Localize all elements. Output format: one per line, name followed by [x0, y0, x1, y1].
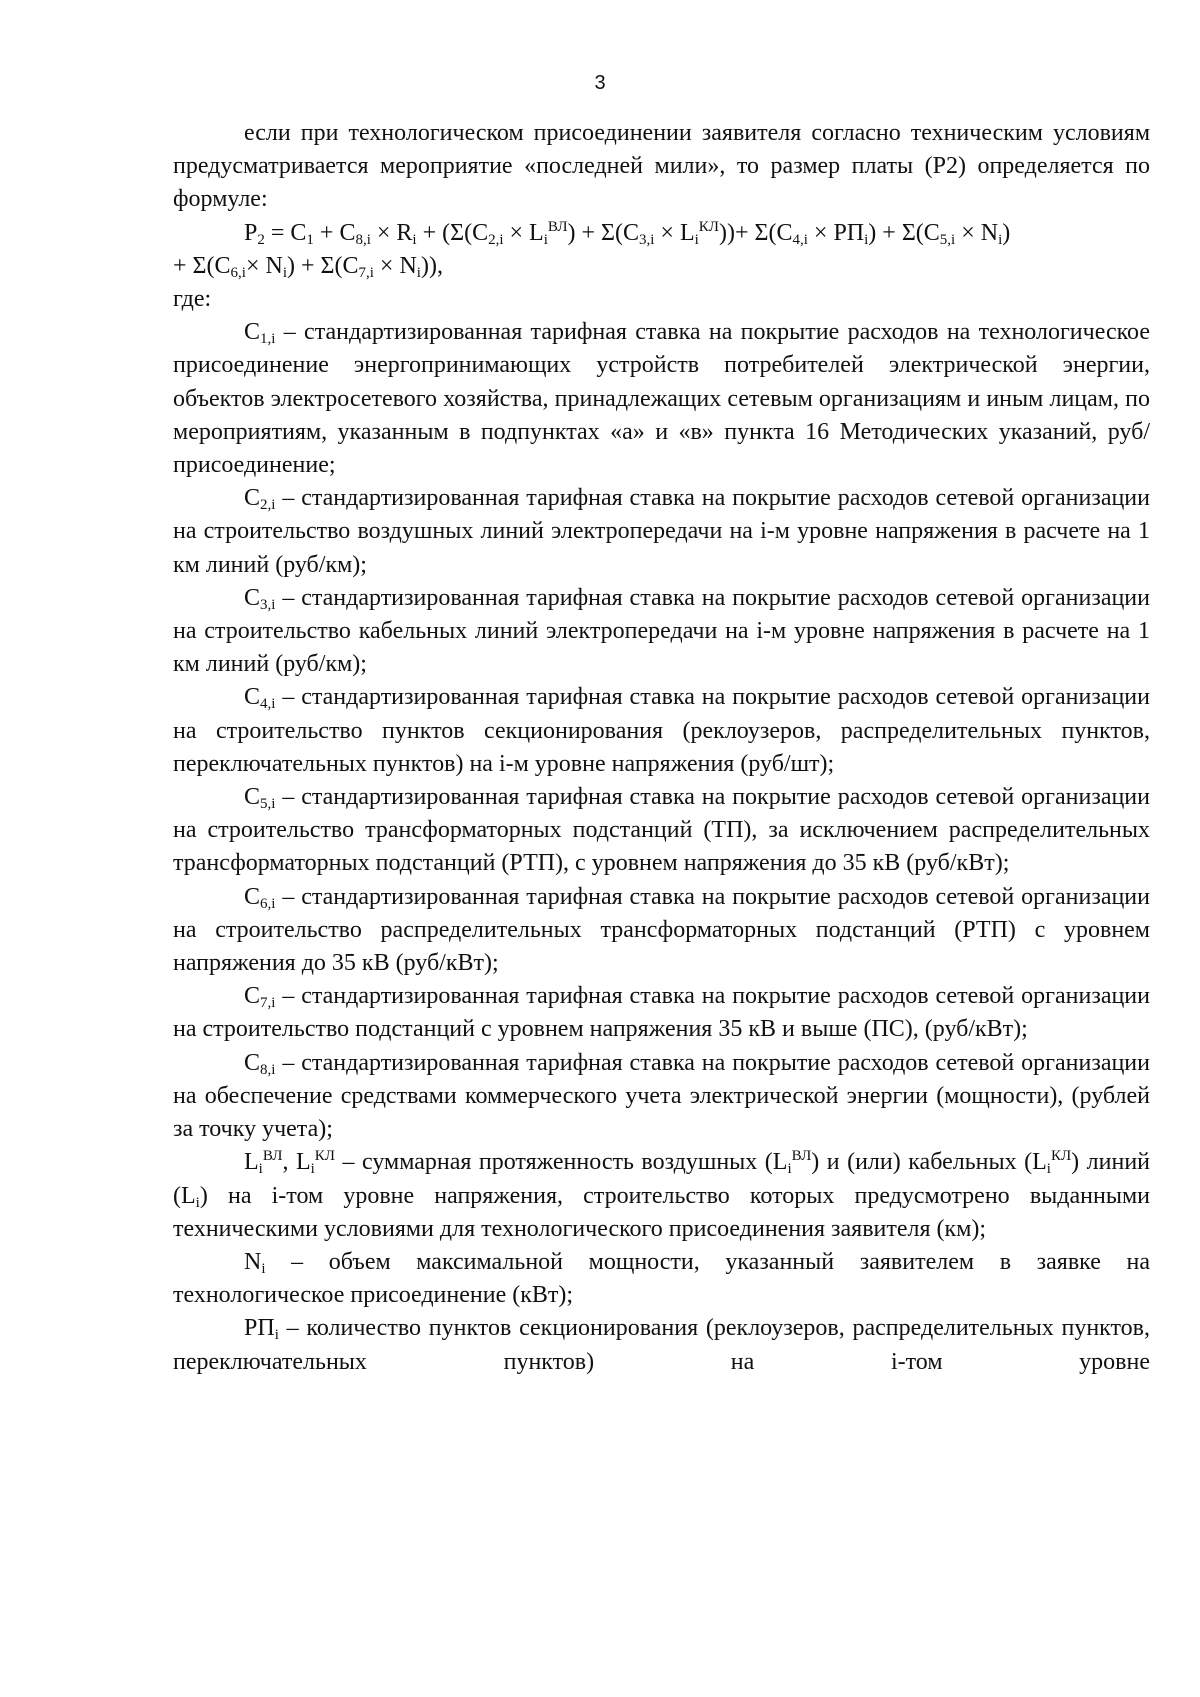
page-number: 3 — [594, 72, 606, 94]
l-text-3: линий — [1086, 1149, 1151, 1176]
definition-text: – количество пунктов секционирования (реклоузеров, распределительных пунктов, переключательных пунктов) на i-том уровне — [173, 1315, 1151, 1375]
term-c4: $C_{4,i}$ — [244, 684, 276, 713]
term-c8: $C_{8,i}$ — [244, 1049, 276, 1078]
term-l: $L_i^{ВЛ}$, $L_i^{КЛ}$ — [244, 1148, 335, 1178]
definition-c5 — [173, 781, 1150, 881]
definition-c8 — [173, 1047, 1150, 1147]
definition-c6 — [173, 881, 1150, 981]
definition-n — [173, 1246, 1150, 1312]
term-c2: $C_{2,i}$ — [244, 485, 276, 514]
term-n: $N_i$ — [244, 1248, 266, 1277]
definition-c3 — [173, 582, 1150, 682]
definition-text: – стандартизированная тарифная ставка на покрытие расходов сетевой организации на строительство воздушных линий электропередачи на i-м уровне напряжения в расчете на 1 км линий (руб/км); — [173, 485, 1150, 578]
definition-text: – стандартизированная тарифная ставка на покрытие расходов сетевой организации на строительство кабельных линий электропередачи на i-м уровне напряжения в расчете на 1 км линий (руб/км); — [173, 584, 1150, 678]
term-c3: $C_{3,i}$ — [244, 584, 276, 613]
l-text-4: на i-том уровне напряжения, строительство которых предусмотрено выданными техническими условиями для технологического присоединения заявителя (км); — [173, 1182, 1150, 1242]
term-c5: $C_{5,i}$ — [244, 784, 276, 813]
definition-c1 — [173, 316, 1150, 482]
intro-paragraph: если при технологическом присоединении заявителя согласно техническим условиям предусматривается мероприятие «последней мили», то размер платы (P2) определяется по формуле: — [173, 120, 1150, 213]
formula-line-2: + $\Sigma(C_{6,i}\times N_i) + \Sigma(C_{7,i} \times N_i)$), — [173, 252, 443, 281]
l-text-2: и (или) кабельных — [826, 1149, 1017, 1176]
definition-text: – стандартизированная тарифная ставка на покрытие расходов сетевой организации на строительство пунктов секционирования (реклоузеров, распределительных пунктов, переключательных пунктов) на i-м уровне напряжения (руб/шт); — [173, 684, 1150, 777]
document-body — [173, 117, 1150, 1379]
definition-text: – стандартизированная тарифная ставка на покрытие расходов сетевой организации на строительство подстанций с уровнем напряжения 35 кВ и выше (ПС), (руб/кВт); — [173, 983, 1150, 1043]
definition-c7 — [173, 980, 1150, 1046]
term-rp: $РП_i$ — [244, 1315, 279, 1344]
definition-text: – стандартизированная тарифная ставка на покрытие расходов сетевой организации на строительство распределительных трансформаторных подстанций (РТП) с уровнем напряжения до 35 кВ (руб/кВт); — [173, 883, 1150, 977]
definition-rp — [173, 1312, 1150, 1378]
definition-text: – стандартизированная тарифная ставка на покрытие расходов сетевой организации на обеспечение средствами коммерческого учета электрической энергии (мощности), (рублей за точку учета); — [173, 1049, 1150, 1143]
definition-text: – стандартизированная тарифная ставка на покрытие расходов сетевой организации на строительство трансформаторных подстанций (ТП), за исключением распределительных трансформаторных подстанций (РТП), с уровнем напряжения до 35 кВ (руб/кВт); — [173, 784, 1150, 877]
definition-text: – стандартизированная тарифная ставка на покрытие расходов на технологическое присоединение энергопринимающих устройств потребителей электрической энергии, объектов электросетевого хозяйства, принадлежащих сетевым организациям и иным лицам, по мероприятиям, указанным в подпунктах «а» и «в» пункта 16 Методических указаний, руб/присоединение; — [173, 319, 1150, 479]
formula-line-1: $P_2 = C_1 + C_{8,i} \times R_i + (\Sigma(C_{2,i} \times L_i^{ВЛ}) + \Sigma(C_{3,i} \times L_i^{КЛ}))+ \Sigma(C_{4,i} \times РП_i) + \Sigma(C_{5,i} \times N_i)$ — [244, 218, 1011, 248]
where-label: где: — [173, 286, 212, 313]
definition-c4 — [173, 681, 1150, 781]
definition-l: $L_i^{ВЛ}$, $L_i^{КЛ}$ – суммарная протяженность воздушных $(L_i^{ВЛ})$ и (или) кабельных $(L_i^{КЛ})$ линий $(L_i)$ на i-том уровне напряжения, строительство которых предусмотрено выданными техническими условиями для технологического присоединения заявителя (км); — [173, 1148, 1151, 1242]
l-text-1: – суммарная протяженность воздушных — [342, 1149, 758, 1176]
term-c7: $C_{7,i}$ — [244, 983, 276, 1012]
term-c1: $C_{1,i}$ — [244, 319, 276, 348]
definition-c2 — [173, 482, 1150, 582]
definition-text: – объем максимальной мощности, указанный заявителем в заявке на технологическое присоединение (кВт); — [173, 1248, 1151, 1309]
term-c6: $C_{6,i}$ — [244, 883, 276, 912]
